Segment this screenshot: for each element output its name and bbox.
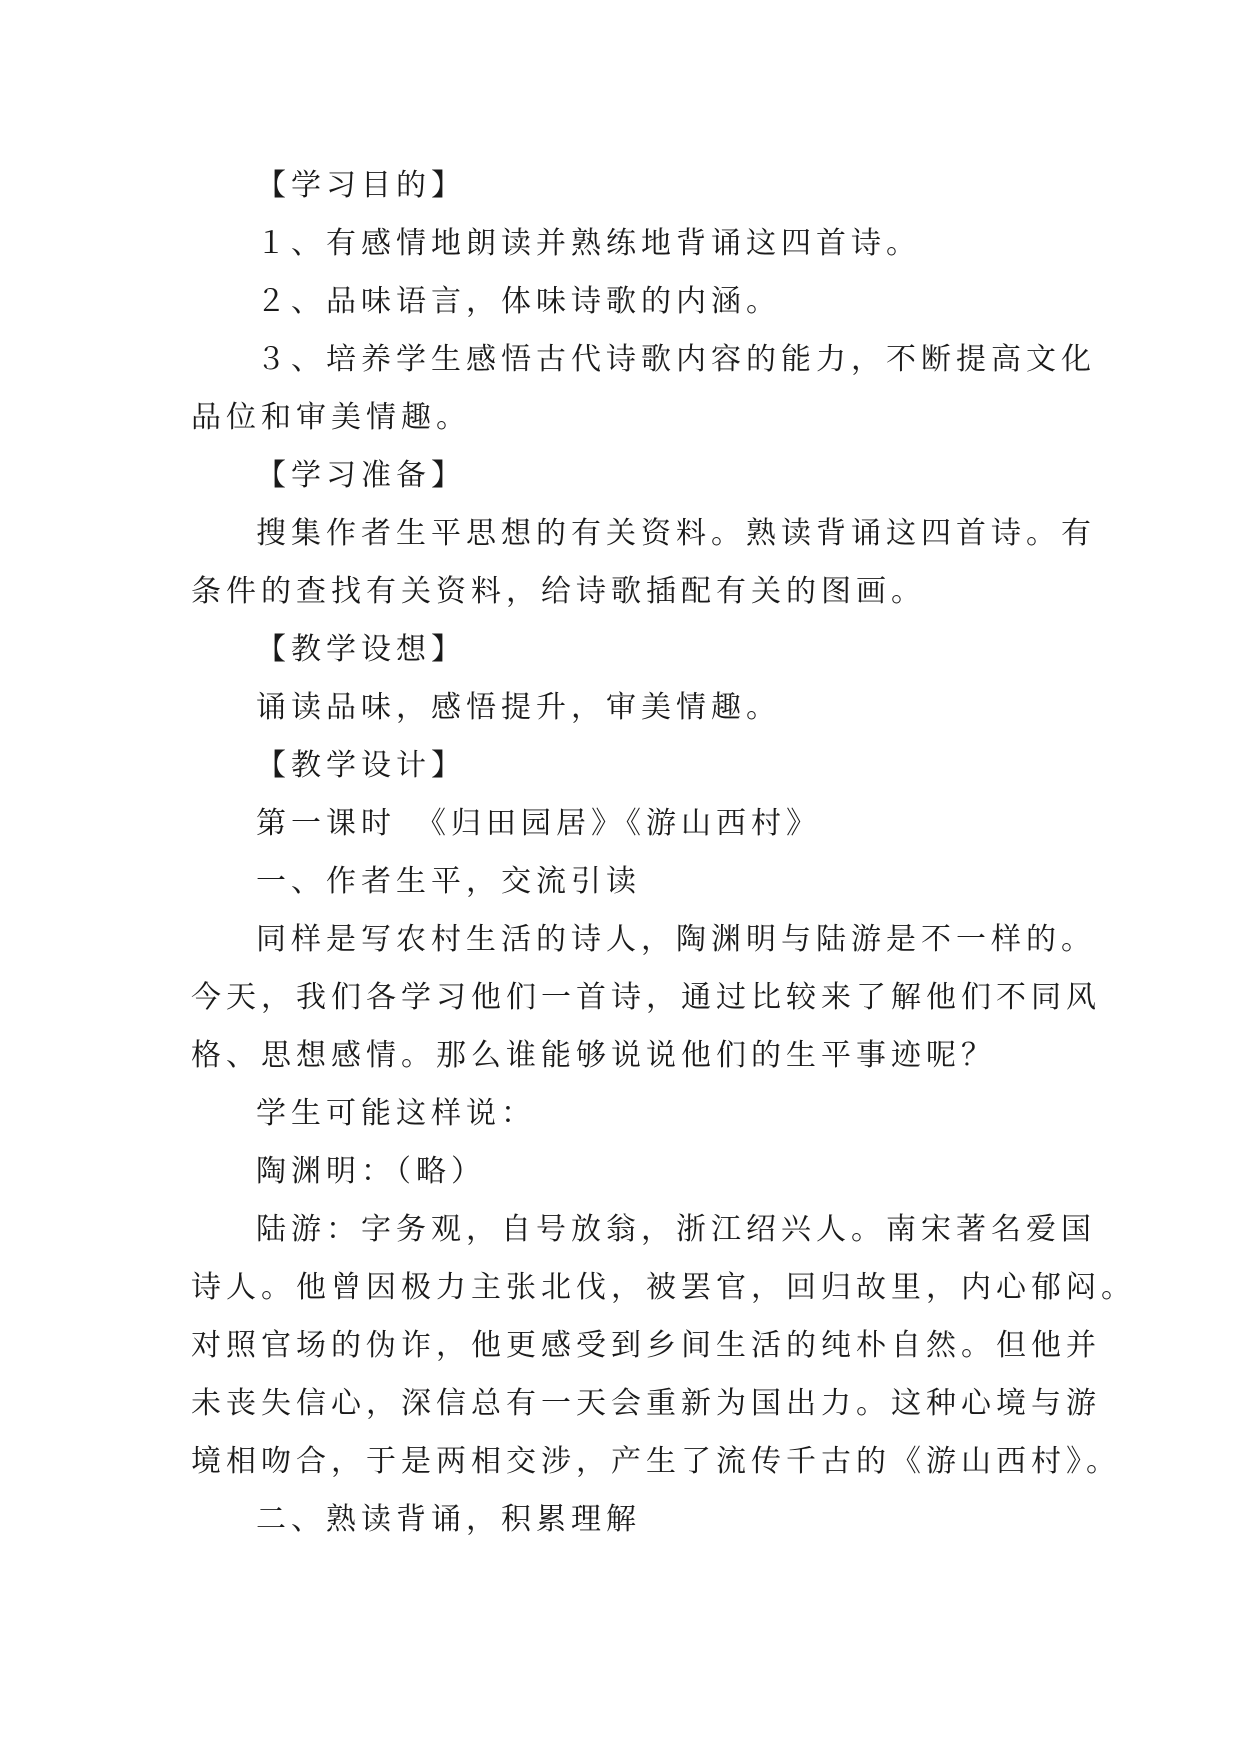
heading-teaching-design: 【教学设计】 [256, 748, 466, 783]
goal-item-2: ２、品味语言，体味诗歌的内涵。 [256, 284, 781, 319]
paragraph-line: 陶渊明：（略） [256, 1154, 486, 1189]
paragraph-line: 学生可能这样说： [256, 1096, 536, 1131]
preparation-text: 搜集作者生平思想的有关资料。熟读背诵这四首诗。有 [256, 516, 1096, 551]
paragraph-line: 境相吻合，于是两相交涉，产生了流传千古的《游山西村》。 [191, 1444, 1121, 1479]
heading-teaching-concept: 【教学设想】 [256, 632, 466, 667]
paragraph-line: 对照官场的伪诈，他更感受到乡间生活的纯朴自然。但他并 [191, 1328, 1101, 1363]
lesson-title: 第一课时 《归田园居》《游山西村》 [256, 806, 821, 841]
goal-item-1: １、有感情地朗读并熟练地背诵这四首诗。 [256, 226, 921, 261]
paragraph-line: 诗人。他曾因极力主张北伐，被罢官，回归故里，内心郁闷。 [191, 1270, 1136, 1305]
heading-learning-goals: 【学习目的】 [256, 168, 466, 203]
paragraph-line: 未丧失信心，深信总有一天会重新为国出力。这种心境与游 [191, 1386, 1101, 1421]
paragraph-line: 今天，我们各学习他们一首诗，通过比较来了解他们不同风 [191, 980, 1101, 1015]
section-heading-1: 一、作者生平，交流引读 [256, 864, 641, 899]
preparation-text-continued: 条件的查找有关资料，给诗歌插配有关的图画。 [191, 574, 926, 609]
paragraph-line: 同样是写农村生活的诗人，陶渊明与陆游是不一样的。 [256, 922, 1096, 957]
goal-item-3-continued: 品位和审美情趣。 [191, 400, 471, 435]
section-heading-2: 二、熟读背诵，积累理解 [256, 1502, 641, 1537]
paragraph-line: 格、思想感情。那么谁能够说说他们的生平事迹呢？ [191, 1038, 996, 1073]
heading-learning-preparation: 【学习准备】 [256, 458, 466, 493]
paragraph-line: 陆游：字务观，自号放翁，浙江绍兴人。南宋著名爱国 [256, 1212, 1096, 1247]
goal-item-3: ３、培养学生感悟古代诗歌内容的能力，不断提高文化 [256, 342, 1096, 377]
teaching-concept-text: 诵读品味，感悟提升，审美情趣。 [256, 690, 781, 725]
